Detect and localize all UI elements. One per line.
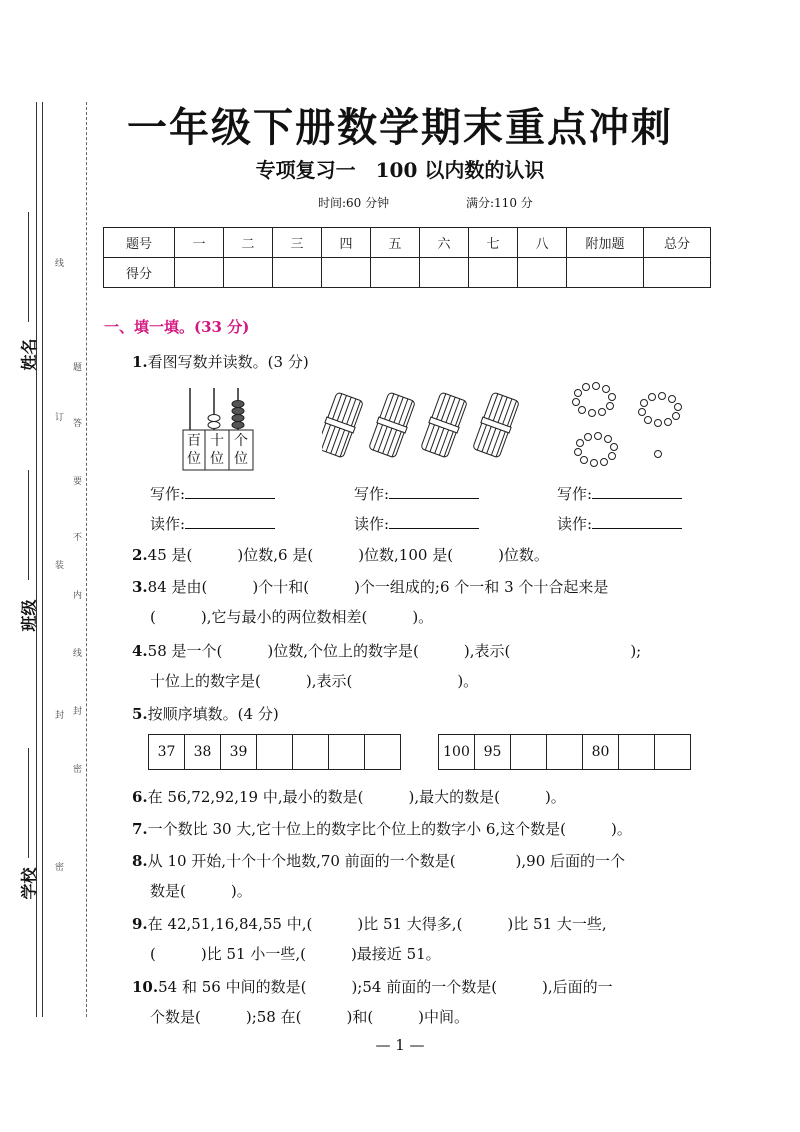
class-fill-line: [28, 470, 29, 580]
read-line-3: 读作:: [557, 513, 682, 534]
question-7: 7.一个数比 30 大,它十位上的数字比个位上的数字小 6,这个数是( )。: [132, 820, 632, 838]
sequence-cell: 95: [475, 735, 511, 769]
seal-char: 题: [71, 362, 81, 371]
sequence-cell[interactable]: [329, 735, 365, 769]
question-2: 2.45 是( )位数,6 是( )位数,100 是( )位数。: [132, 546, 549, 564]
read-line-2: 读作:: [354, 513, 479, 534]
score-header-cell: 题号: [104, 228, 175, 258]
school-label: 学校: [19, 867, 39, 900]
question-8-cont: 数是( )。: [150, 882, 252, 900]
sequence-box-1: [148, 734, 401, 770]
sequence-cell[interactable]: [293, 735, 329, 769]
score-header-cell: 八: [518, 228, 567, 258]
write-line-2: 写作:: [354, 483, 479, 504]
seal-char: 订: [53, 412, 63, 421]
question-9: 9.在 42,51,16,84,55 中,( )比 51 大得多,( )比 51 大一些,: [132, 915, 607, 933]
sequence-cell[interactable]: [619, 735, 655, 769]
write-line-1: 写作:: [150, 483, 275, 504]
score-cell[interactable]: [567, 258, 644, 288]
binding-line-dotted: [86, 102, 87, 1017]
seal-char: 答: [71, 418, 81, 427]
section-title: 一、填一填。(33 分): [104, 318, 250, 336]
score-header-cell: 一: [175, 228, 224, 258]
score-header-cell: 七: [469, 228, 518, 258]
seal-char: 不: [71, 532, 81, 541]
question-10: 10.54 和 56 中间的数是( );54 前面的一个数是( ),后面的一: [132, 978, 613, 996]
score-cell[interactable]: [322, 258, 371, 288]
read-blank[interactable]: [185, 514, 275, 529]
stick-bundles-figure: [322, 390, 522, 460]
page-title: 一年级下册数学期末重点冲刺: [127, 104, 673, 151]
seal-char: 封: [53, 710, 63, 719]
sequence-cell: 39: [221, 735, 257, 769]
write-line-3: 写作:: [557, 483, 682, 504]
write-blank[interactable]: [389, 484, 479, 499]
exam-time: 时间:60 分钟: [318, 196, 390, 210]
seal-char: 内: [71, 590, 81, 599]
seal-char: 线: [71, 648, 81, 657]
sequence-cell[interactable]: [655, 735, 690, 769]
sequence-cell[interactable]: [257, 735, 293, 769]
sequence-cell[interactable]: [511, 735, 547, 769]
seal-char: 密: [71, 764, 81, 773]
read-line-1: 读作:: [150, 513, 275, 534]
seal-char: 要: [71, 476, 81, 485]
class-label: 班级: [19, 599, 39, 632]
abacus-label-ones: 个 位: [234, 433, 248, 467]
score-header-cell: 四: [322, 228, 371, 258]
sequence-cell[interactable]: [547, 735, 583, 769]
score-row-label: 得分: [104, 258, 175, 288]
write-blank[interactable]: [185, 484, 275, 499]
exam-full-score: 满分:110 分: [466, 196, 533, 210]
read-blank[interactable]: [592, 514, 682, 529]
question-5: 5.按顺序填数。(4 分): [132, 705, 279, 723]
bead-rings-figure: [570, 380, 690, 472]
binding-line-inner: [42, 102, 43, 1017]
score-header-cell: 三: [273, 228, 322, 258]
score-table: [103, 227, 711, 288]
score-cell[interactable]: [371, 258, 420, 288]
seal-char: 密: [53, 862, 63, 871]
question-1: [132, 351, 309, 372]
score-header-cell: 二: [224, 228, 273, 258]
score-cell[interactable]: [420, 258, 469, 288]
abacus-label-hundreds: 百 位: [187, 433, 201, 467]
sequence-cell: 37: [149, 735, 185, 769]
name-label: 姓名: [19, 338, 39, 371]
score-table-score-row: [104, 258, 711, 288]
sequence-box-2: [438, 734, 691, 770]
score-cell[interactable]: [273, 258, 322, 288]
score-header-cell: 附加题: [567, 228, 644, 258]
score-cell[interactable]: [644, 258, 711, 288]
score-table-header-row: [104, 228, 711, 258]
sequence-cell: 100: [439, 735, 475, 769]
question-10-cont: 个数是( );58 在( )和( )中间。: [150, 1008, 470, 1026]
abacus-label-tens: 十 位: [210, 433, 224, 467]
name-fill-line: [28, 212, 29, 322]
sequence-cell: 38: [185, 735, 221, 769]
page-subtitle: 专项复习一 100 以内数的认识: [255, 158, 545, 182]
question-8: 8.从 10 开始,十个十个地数,70 前面的一个数是( ),90 后面的一个: [132, 852, 626, 870]
score-cell[interactable]: [518, 258, 567, 288]
score-cell[interactable]: [175, 258, 224, 288]
score-header-cell: 总分: [644, 228, 711, 258]
seal-char: 装: [53, 560, 63, 569]
score-header-cell: 六: [420, 228, 469, 258]
question-text: 看图写数并读数。(3 分): [147, 353, 309, 371]
question-6: 6.在 56,72,92,19 中,最小的数是( ),最大的数是( )。: [132, 788, 566, 806]
question-3-cont: ( ),它与最小的两位数相差( )。: [150, 608, 434, 626]
score-cell[interactable]: [224, 258, 273, 288]
sequence-cell[interactable]: [365, 735, 400, 769]
question-3: 3.84 是由( )个十和( )个一组成的;6 个一和 3 个十合起来是: [132, 578, 609, 596]
sequence-cell: 80: [583, 735, 619, 769]
question-4-cont: 十位上的数字是( ),表示( )。: [150, 672, 479, 690]
question-9-cont: ( )比 51 小一些,( )最接近 51。: [150, 945, 441, 963]
question-4: 4.58 是一个( )位数,个位上的数字是( ),表示( );: [132, 642, 642, 660]
read-blank[interactable]: [389, 514, 479, 529]
score-header-cell: 五: [371, 228, 420, 258]
question-number: 1.: [132, 353, 148, 371]
write-blank[interactable]: [592, 484, 682, 499]
page-number: — 1 —: [375, 1036, 425, 1054]
seal-char: 线: [53, 258, 63, 267]
score-cell[interactable]: [469, 258, 518, 288]
school-fill-line: [28, 748, 29, 858]
seal-char: 封: [71, 706, 81, 715]
